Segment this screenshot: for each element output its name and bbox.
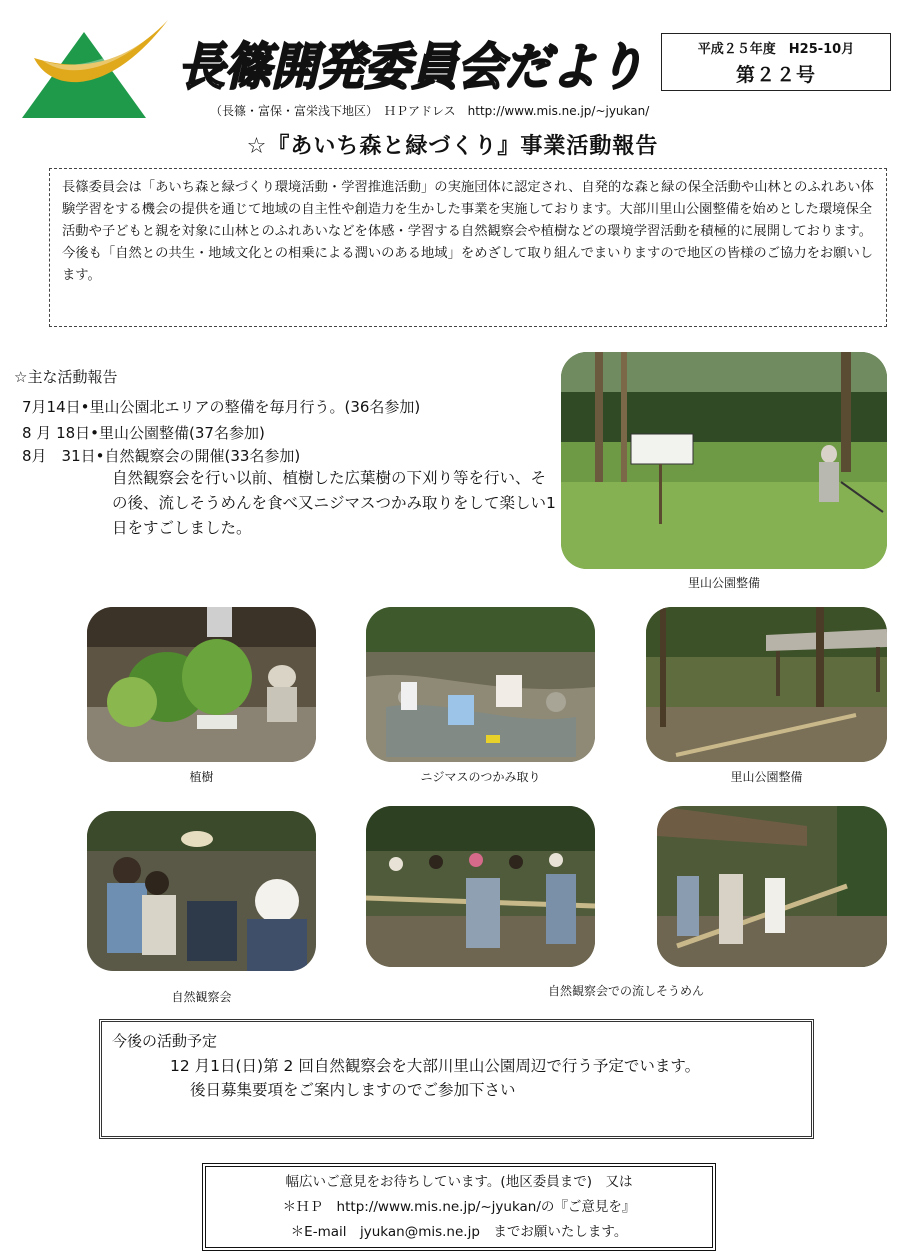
schedule-box: [99, 1019, 814, 1139]
masthead-text: 長篠開発委員会だより: [178, 38, 644, 96]
schedule-line: 12 月1日(日)第 2 回自然観察会を大部川里山公園周辺で行う予定でいます。: [170, 1057, 701, 1075]
photo-satoyama-park-maintenance-2: [646, 607, 887, 762]
report-heading: ☆主な活動報告: [14, 368, 118, 386]
issue-box: [661, 33, 891, 91]
photo-caption: 自然観察会での流しそうめん: [547, 984, 704, 998]
masthead-title: [172, 22, 652, 102]
organization-logo: [22, 14, 172, 118]
photo-nagashi-somen-2: [657, 806, 887, 967]
photo-trout-catching: [366, 607, 595, 762]
photo-caption: 植樹: [189, 770, 214, 784]
report-item: 8 月 18日•里山公園整備(37名参加): [22, 424, 265, 442]
photo-satoyama-park-maintenance: [561, 352, 887, 569]
feedback-line: 幅広いご意見をお待ちしています。(地区委員まで) 又は: [285, 1174, 633, 1190]
intro-paragraph-1: 長篠委員会は「あいち森と緑づくり環境活動・学習推進活動」の実施団体に認定され、自発的な森と緑の保全活動や山林とのふれあい体験学習をする機会の提供を通じて地域の自主性や創造力を生かした事業を実施しております。大部川里山公園整備を始めとした環境保全活動や子どもと親を対象に山林とのふれあいなどを体感・学習する自然観察会や植樹などの環境学習活動を積極的に展開しております。: [62, 180, 874, 239]
issue-date: 平成２５年度 H25-10月: [697, 42, 855, 57]
intro-box: [49, 168, 887, 327]
report-item: 8月 31日•自然観察会の開催(33名参加): [22, 447, 301, 465]
feedback-homepage-line[interactable]: ＊ＨＰ http://www.mis.ne.jp/~jyukan/の『ご意見を』: [282, 1199, 636, 1215]
issue-number: 第２２号: [735, 64, 816, 86]
masthead-subtitle: （長篠・富保・富栄浅下地区） ＨＰアドレス http://www.mis.ne.jp/~jyukan/: [210, 104, 650, 118]
report-item: 7月14日•里山公園北エリアの整備を毎月行う。(36名参加): [22, 398, 421, 416]
photo-nature-observation: [87, 811, 316, 971]
page-title: ☆『あいち森と緑づくり』事業活動報告: [246, 134, 659, 159]
photo-caption: 里山公園整備: [687, 576, 760, 590]
feedback-email-line[interactable]: ＊E-mail jyukan@mis.ne.jp までお願いたします。: [290, 1224, 628, 1240]
photo-caption: 自然観察会: [171, 990, 232, 1004]
photo-caption: ニジマスのつかみ取り: [420, 770, 541, 784]
schedule-title: 今後の活動予定: [112, 1032, 218, 1050]
report-detail: 自然観察会を行い以前、植樹した広葉樹の下刈り等を行い、その後、流しそうめんを食べ又ニジマスつかみ取りをして楽しい1日をすごしました。: [112, 469, 556, 537]
photo-nagashi-somen-1: [366, 806, 595, 967]
intro-paragraph-2: 今後も「自然との共生・地域文化との相乗による潤いのある地域」をめざして取り組んでまいりますので地区の皆様のご協力をお願いします。: [62, 246, 874, 283]
schedule-line: 後日募集要項をご案内しますのでご参加下さい: [190, 1081, 516, 1099]
photo-caption: 里山公園整備: [730, 770, 803, 784]
photo-tree-planting: [87, 607, 316, 762]
feedback-box: [202, 1163, 716, 1251]
